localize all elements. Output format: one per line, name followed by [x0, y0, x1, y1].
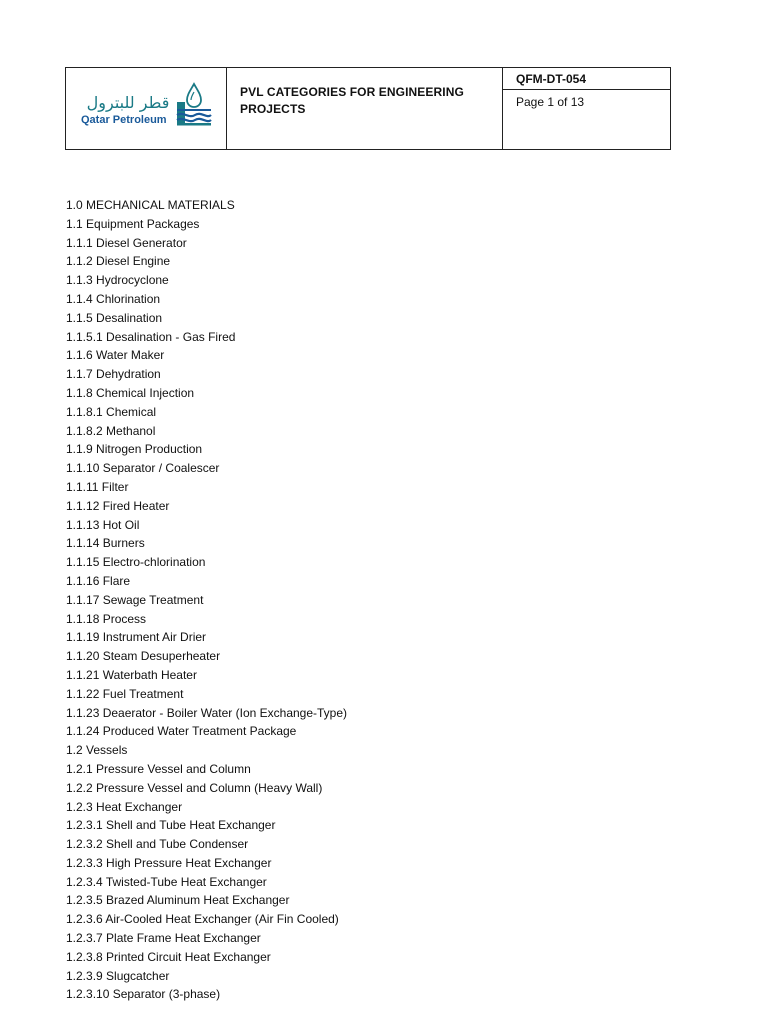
list-item: 1.1.8 Chemical Injection: [66, 385, 195, 400]
logo-arabic-text: قطر للبترول: [86, 93, 170, 112]
list-item: 1.2.3.2 Shell and Tube Condenser: [66, 837, 249, 852]
list-item: 1.1.8.2 Methanol: [66, 423, 156, 438]
page-number: Page 1 of 13: [516, 95, 585, 109]
document-code-cell: [503, 68, 670, 149]
list-item: 1.1.9 Nitrogen Production: [66, 442, 203, 457]
list-item: 1.1.4 Chlorination: [66, 291, 161, 306]
list-item: 1.2.3.10 Separator (3-phase): [66, 987, 221, 1002]
list-item: 1.1.16 Flare: [66, 573, 131, 588]
list-item: 1.1.14 Burners: [66, 536, 145, 551]
list-item: 1.2.3.1 Shell and Tube Heat Exchanger: [66, 818, 276, 833]
list-item: 1.1.2 Diesel Engine: [66, 254, 171, 269]
list-item: 1.2.3.9 Slugcatcher: [66, 968, 170, 983]
list-item: 1.1.19 Instrument Air Drier: [66, 630, 207, 645]
list-item: 1.1.8.1 Chemical: [66, 404, 157, 419]
list-item: 1.2.3.8 Printed Circuit Heat Exchanger: [66, 949, 271, 964]
list-item: 1.1.12 Fired Heater: [66, 498, 170, 513]
list-item: 1.2 Vessels: [66, 743, 128, 758]
logo-cell: [66, 68, 227, 149]
list-item: 1.2.2 Pressure Vessel and Column (Heavy Wall): [66, 780, 323, 795]
list-item: 1.1.3 Hydrocyclone: [66, 273, 169, 288]
list-item: 1.1.24 Produced Water Treatment Package: [66, 724, 297, 739]
logo-latin-text: Qatar Petroleum: [81, 114, 167, 126]
list-item: 1.1.5.1 Desalination - Gas Fired: [66, 329, 236, 344]
list-item: 1.1.7 Dehydration: [66, 367, 161, 382]
list-item: 1.1.1 Diesel Generator: [66, 235, 187, 250]
list-item: 1.1.15 Electro-chlorination: [66, 555, 206, 570]
list-item: 1.2.3.3 High Pressure Heat Exchanger: [66, 855, 272, 870]
document-code: QFM-DT-054: [503, 68, 670, 90]
list-item: 1.2.1 Pressure Vessel and Column: [66, 761, 251, 776]
list-item: 1.1.6 Water Maker: [66, 348, 165, 363]
list-item: 1.2.3.7 Plate Frame Heat Exchanger: [66, 931, 261, 946]
document-header-table: [65, 67, 671, 150]
list-item: 1.1 Equipment Packages: [66, 216, 200, 231]
list-item: 1.0 MECHANICAL MATERIALS: [66, 198, 235, 212]
list-item: 1.1.20 Steam Desuperheater: [66, 649, 221, 664]
list-item: 1.1.23 Deaerator - Boiler Water (Ion Exchange-Type): [66, 705, 348, 720]
document-title: PVL CATEGORIES FOR ENGINEERING PROJECTS: [227, 68, 503, 149]
list-item: 1.1.10 Separator / Coalescer: [66, 461, 220, 476]
list-item: 1.2.3.4 Twisted-Tube Heat Exchanger: [66, 874, 267, 889]
list-item: 1.2.3.5 Brazed Aluminum Heat Exchanger: [66, 893, 290, 908]
list-item: 1.1.11 Filter: [66, 479, 129, 494]
list-item: 1.1.13 Hot Oil: [66, 517, 140, 532]
list-item: 1.1.5 Desalination: [66, 310, 163, 325]
list-item: 1.1.18 Process: [66, 611, 147, 626]
list-item: 1.2.3.6 Air-Cooled Heat Exchanger (Air Fin Cooled): [66, 912, 339, 927]
category-list: [66, 196, 347, 1004]
qatar-petroleum-logo-icon: [176, 82, 212, 126]
list-item: 1.1.21 Waterbath Heater: [66, 667, 197, 682]
list-item: 1.1.22 Fuel Treatment: [66, 686, 184, 701]
list-item: 1.1.17 Sewage Treatment: [66, 592, 204, 607]
list-item: 1.2.3 Heat Exchanger: [66, 799, 183, 814]
